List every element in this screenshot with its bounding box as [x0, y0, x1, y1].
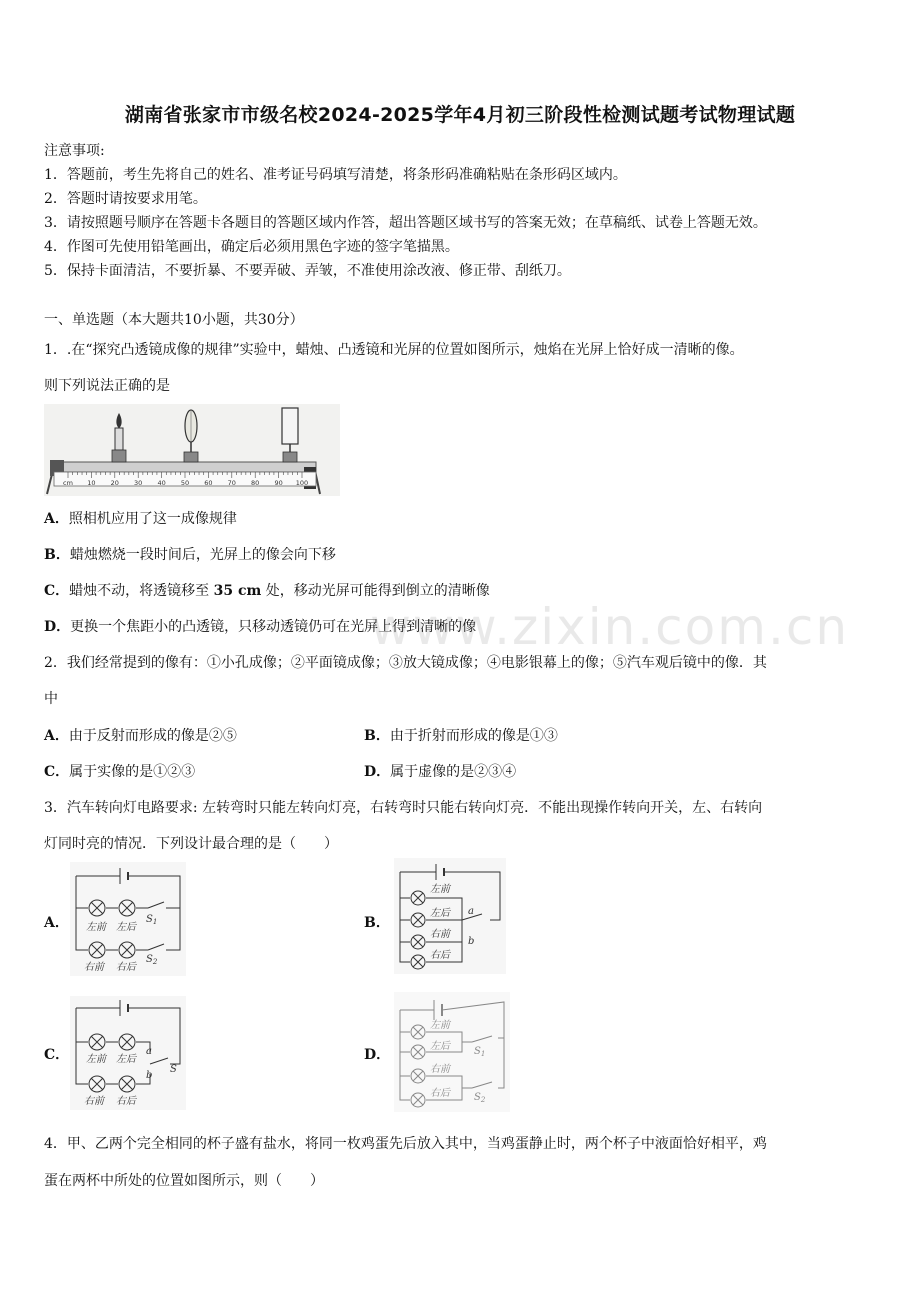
circuit-b[interactable]	[394, 858, 506, 974]
lamp-label: 左后	[430, 908, 450, 919]
q1-option-c[interactable]	[44, 580, 490, 600]
q1-stem-line2: 则下列说法正确的是	[44, 378, 170, 394]
option-text: 蜡烛不动，将透镜移至	[69, 583, 214, 599]
lamp-label: 右后	[116, 962, 136, 973]
option-text: 由于反射而形成的像是②⑤	[68, 728, 237, 744]
q2-stem-line2: 中	[44, 691, 58, 707]
option-label: B．	[364, 728, 390, 744]
notice-item: 2．答题时请按要求用笔。	[44, 191, 207, 207]
q2-stem-line1: 2．我们经常提到的像有：①小孔成像；②平面镜成像；③放大镜成像；④电影银幕上的像；⑤汽车观后镜中的像．其	[44, 655, 767, 671]
q1-option-b[interactable]	[44, 544, 336, 564]
lamp-label: 右前	[84, 1096, 104, 1107]
switch-subscript: 2	[480, 1096, 486, 1104]
option-text: 处，移动光屏可能得到倒立的清晰像	[261, 583, 490, 599]
switch-letter: S	[474, 1046, 481, 1057]
option-label: A．	[44, 511, 69, 527]
candle	[115, 428, 123, 450]
q4-stem-line1: 4．甲、乙两个完全相同的杯子盛有盐水，将同一枚鸡蛋先后放入其中，当鸡蛋静止时，两个杯子中液面恰好相平，鸡	[44, 1136, 767, 1152]
notice-item: 4．作图可先使用铅笔画出，确定后必须用黑色字迹的签字笔描黑。	[44, 239, 459, 255]
q4-stem-line2: 蛋在两杯中所处的位置如图所示，则（ ）	[44, 1173, 324, 1189]
lamp-label: 右前	[430, 929, 450, 940]
lamp-label: 右后	[430, 950, 450, 961]
q3-option-b-label[interactable]: B．	[364, 915, 390, 931]
q1-option-a[interactable]	[44, 508, 237, 528]
option-label: A．	[44, 728, 69, 744]
q2-option-d[interactable]	[364, 761, 516, 781]
notice-item: 5．保持卡面清洁，不要折暴、不要弄破、弄皱，不准使用涂改液、修正带、刮纸刀。	[44, 263, 571, 279]
lamp-label: 右后	[430, 1088, 450, 1099]
switch-subscript: 2	[152, 958, 158, 966]
ruler-tick-label: 20	[110, 479, 119, 487]
q2-option-c[interactable]	[44, 761, 195, 781]
option-text: 属于虚像的是②③④	[390, 764, 517, 780]
ruler-tick-label: 10	[87, 479, 96, 487]
ruler-tick-label: 80	[251, 479, 260, 487]
option-label: C．	[44, 764, 70, 780]
switch-letter: S	[474, 1092, 481, 1103]
q1-stem-line1: 1．.在“探究凸透镜成像的规律”实验中，蜡烛、凸透镜和光屏的位置如图所示，烛焰在光屏上恰好成一清晰的像。	[44, 342, 744, 358]
ruler-tick-label: 30	[134, 479, 143, 487]
switch-contact-label: a	[468, 906, 474, 917]
option-text: 更换一个焦距小的凸透镜，只移动透镜仍可在光屏上得到清晰的像	[70, 619, 477, 635]
light-screen	[282, 408, 298, 444]
option-label: B．	[44, 547, 70, 563]
q3-stem-line1: 3．汽车转向灯电路要求: 左转弯时只能左转向灯亮，右转弯时只能右转向灯亮．不能出现操作转向开关，左、右转向	[44, 800, 763, 816]
ruler-tick-label: 50	[180, 479, 190, 487]
circuit-d[interactable]	[394, 992, 510, 1112]
switch-label: S	[170, 1064, 177, 1075]
option-text-bold: 35 cm	[213, 583, 262, 599]
q2-option-b[interactable]	[364, 725, 558, 745]
switch-letter: S	[146, 914, 153, 925]
lamp-label: 左前	[86, 922, 106, 933]
lamp-label: 左后	[116, 1054, 136, 1065]
section-heading: 一、单选题（本大题共10小题，共30分）	[44, 312, 304, 328]
ruler-tick-label: cm	[63, 479, 73, 487]
switch-contact-label: a	[146, 1046, 152, 1057]
q3-stem-line2: 灯同时亮的情况．下列设计最合理的是（ ）	[44, 836, 338, 852]
option-label: D．	[44, 619, 71, 635]
option-label: D．	[364, 764, 391, 780]
option-text: 属于实像的是①②③	[69, 764, 196, 780]
page-title: 湖南省张家市市级名校2024-2025学年4月初三阶段性检测试题考试物理试题	[124, 104, 796, 126]
ruler-tick-label: 90	[274, 479, 283, 487]
notice-heading: 注意事项:	[44, 143, 105, 159]
notice-item: 3．请按照题号顺序在答题卡各题目的答题区域内作答，超出答题区域书写的答案无效；在草稿纸、试卷上答题无效。	[44, 215, 767, 231]
ruler-tick-label: 100	[295, 479, 309, 487]
circuit-c[interactable]	[70, 996, 186, 1110]
notice-item: 1．答题前，考生先将自己的姓名、准考证号码填写清楚，将条形码准确粘贴在条形码区域内。	[44, 167, 627, 183]
switch-subscript: 1	[480, 1050, 486, 1058]
option-text: 由于折射而形成的像是①③	[389, 728, 558, 744]
lamp-label: 右前	[430, 1064, 450, 1075]
lamp-label: 左前	[430, 1020, 450, 1031]
lamp-label: 左后	[430, 1041, 450, 1052]
optical-bench-figure	[44, 404, 340, 496]
lamp-label: 右前	[84, 962, 104, 973]
ruler-tick-label: 40	[157, 479, 166, 487]
circuit-a[interactable]	[70, 862, 186, 976]
switch-contact-label: b	[146, 1070, 153, 1081]
lamp-label: 左前	[86, 1054, 106, 1065]
option-text: 蜡烛燃烧一段时间后，光屏上的像会向下移	[69, 547, 336, 563]
q3-option-a-label[interactable]: A．	[44, 915, 69, 931]
ruler-tick-label: 60	[204, 479, 213, 487]
option-text: 照相机应用了这一成像规律	[68, 511, 237, 527]
q2-option-a[interactable]	[44, 725, 237, 745]
lamp-label: 左前	[430, 884, 450, 895]
lamp-label: 右后	[116, 1096, 136, 1107]
q3-option-d-label[interactable]: D．	[364, 1047, 391, 1063]
ruler-tick-label: 70	[227, 479, 236, 487]
lamp-label: 左后	[116, 922, 136, 933]
switch-contact-label: b	[468, 936, 475, 947]
switch-subscript: 1	[152, 918, 158, 926]
q3-option-c-label[interactable]: C．	[44, 1047, 70, 1063]
watermark: www.zixin.com.cn	[370, 598, 850, 656]
option-label: C．	[44, 583, 70, 599]
switch-letter: S	[146, 954, 153, 965]
